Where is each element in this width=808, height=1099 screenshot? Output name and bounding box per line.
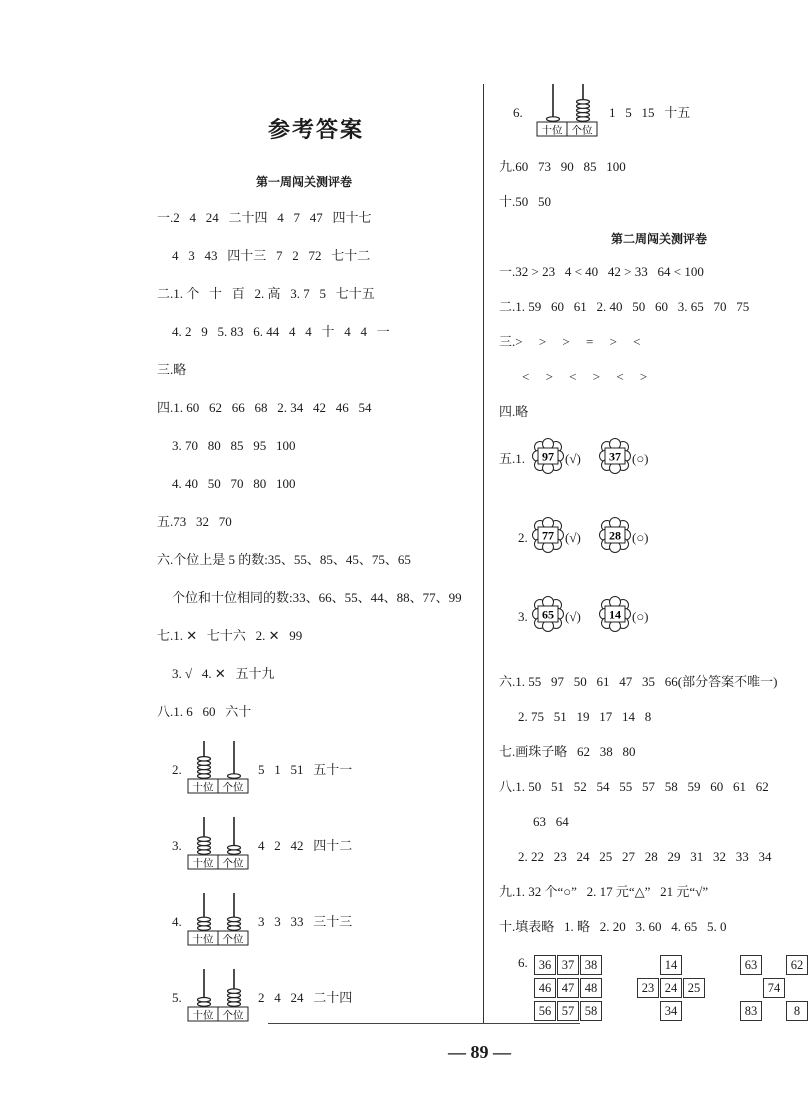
flower-number: 28 [609, 528, 621, 543]
abacus-bead [228, 989, 241, 993]
flower-shape [532, 597, 564, 636]
answer-line: 2. 75 51 19 17 14 8 [518, 709, 652, 724]
abacus-diagram [187, 891, 253, 947]
flower-svg [599, 597, 631, 631]
tens-label: 十位 [192, 1009, 214, 1022]
grid-cell: 62 [786, 955, 808, 975]
flower-shape [599, 597, 631, 636]
footer-rule [268, 1023, 580, 1024]
abacus-item-number: 3. [172, 838, 182, 853]
answer-line: 十.50 50 [499, 194, 552, 209]
flower-row-prefix: 2. [518, 530, 528, 545]
grid-cell: 57 [557, 1001, 579, 1021]
answer-line: 4. 2 9 5. 83 6. 44 4 4 十 4 4 一 [172, 324, 390, 339]
ones-label: 个位 [222, 857, 244, 870]
grid-cell: 38 [580, 955, 602, 975]
grid-cell: 25 [683, 978, 705, 998]
answer-line: 一.2 4 24 二十四 4 7 47 四十七 [157, 210, 372, 225]
flower-shape [532, 518, 564, 557]
answer-line: < > < > < > [522, 369, 648, 384]
answer-line: 4 3 43 四十三 7 2 72 七十二 [172, 248, 371, 263]
flower-shape [532, 439, 564, 478]
answer-line: 六.1. 55 97 50 61 47 35 66(部分答案不唯一) [499, 674, 778, 689]
abacus-item-number: 2. [172, 762, 182, 777]
flower-row-prefix: 五.1. [499, 451, 526, 466]
grid-cell: 46 [534, 978, 556, 998]
abacus-svg [187, 739, 253, 795]
grid-cell: 48 [580, 978, 602, 998]
abacus-bead [547, 117, 560, 121]
flower-mark: (√) [565, 451, 581, 466]
abacus-svg [187, 891, 253, 947]
abacus-bead [228, 917, 241, 921]
grid-cell: 83 [740, 1001, 762, 1021]
grid-cell: 37 [557, 955, 579, 975]
abacus-item-number: 6. [513, 105, 523, 120]
flower-svg [532, 439, 564, 473]
week2-heading: 第二周闯关测评卷 [611, 232, 708, 246]
abacus-diagram [187, 815, 253, 871]
abacus-item-number: 5. [172, 990, 182, 1005]
answer-line: 五.73 32 70 [157, 514, 232, 529]
flower-number: 77 [542, 528, 554, 543]
ones-label: 个位 [571, 124, 593, 137]
flower-shape [599, 518, 631, 557]
grid-cell: 23 [637, 978, 659, 998]
answer-line: 3. √ 4. ✕ 五十九 [172, 666, 275, 681]
abacus-answer: 3 3 33 三十三 [258, 914, 353, 929]
answer-line: 3. 70 80 85 95 100 [172, 438, 296, 453]
column-divider [483, 84, 484, 1024]
tens-label: 十位 [192, 781, 214, 794]
grid-cell: 36 [534, 955, 556, 975]
abacus-answer: 4 2 42 四十二 [258, 838, 353, 853]
abacus-answer: 5 1 51 五十一 [258, 762, 353, 777]
abacus-bead [198, 917, 211, 921]
abacus-diagram [536, 82, 602, 138]
grid-cell: 58 [580, 1001, 602, 1021]
tens-label: 十位 [192, 933, 214, 946]
answer-line: 九.60 73 90 85 100 [499, 159, 626, 174]
abacus-svg [187, 815, 253, 871]
flower-mark: (√) [565, 609, 581, 624]
flower-number: 97 [542, 449, 554, 464]
answer-line: 六.个位上是 5 的数:35、55、85、45、75、65 [157, 552, 411, 567]
flower-mark: (○) [632, 451, 649, 466]
answer-line: 二.1. 59 60 61 2. 40 50 60 3. 65 70 75 [499, 299, 750, 314]
answer-line: 二.1. 个 十 百 2. 高 3. 7 5 七十五 [157, 286, 375, 301]
flower-number: 14 [609, 607, 621, 622]
abacus-svg [536, 82, 602, 138]
grid-item-number: 6. [518, 955, 528, 970]
answer-line: 九.1. 32 个“○” 2. 17 元“△” 21 元“√” [499, 884, 709, 899]
abacus-bead [198, 998, 211, 1002]
abacus-bead [228, 774, 241, 778]
flower-mark: (√) [565, 530, 581, 545]
ones-label: 个位 [222, 1009, 244, 1022]
page-title: 参考答案 [268, 117, 365, 142]
grid-cell: 56 [534, 1001, 556, 1021]
answer-line: 八.1. 6 60 六十 [157, 704, 252, 719]
abacus-diagram [187, 739, 253, 795]
flower-svg [599, 439, 631, 473]
answer-line: 四.1. 60 62 66 68 2. 34 42 46 54 [157, 400, 372, 415]
grid-cell: 47 [557, 978, 579, 998]
flower-svg [599, 518, 631, 552]
answer-line: 四.略 [499, 404, 529, 419]
flower-number: 37 [609, 449, 621, 464]
abacus-item-number: 4. [172, 914, 182, 929]
answer-line: 三.> > > = > < [499, 334, 641, 349]
abacus-bead [198, 837, 211, 841]
answer-line: 七.1. ✕ 七十六 2. ✕ 99 [157, 628, 303, 643]
abacus-svg [187, 967, 253, 1023]
tens-label: 十位 [192, 857, 214, 870]
flower-number: 65 [542, 607, 554, 622]
grid-cell: 34 [660, 1001, 682, 1021]
grid-cell: 74 [763, 978, 785, 998]
flower-mark: (○) [632, 609, 649, 624]
grid-cell: 24 [660, 978, 682, 998]
flower-row-prefix: 3. [518, 609, 528, 624]
abacus-answer: 1 5 15 十五 [609, 105, 691, 120]
ones-label: 个位 [222, 781, 244, 794]
answer-line: 4. 40 50 70 80 100 [172, 476, 296, 491]
flower-svg [532, 518, 564, 552]
page-number: — 89 — [448, 1042, 511, 1062]
abacus-bead [228, 846, 241, 850]
answer-line: 十.填表略 1. 略 2. 20 3. 60 4. 65 5. 0 [499, 919, 727, 934]
flower-svg [532, 597, 564, 631]
answer-line: 2. 22 23 24 25 27 28 29 31 32 33 34 [518, 849, 772, 864]
abacus-diagram [187, 967, 253, 1023]
answer-line: 七.画珠子略 62 38 80 [499, 744, 636, 759]
flower-shape [599, 439, 631, 478]
abacus-bead [198, 757, 211, 761]
answer-line: 三.略 [157, 362, 187, 377]
abacus-answer: 2 4 24 二十四 [258, 990, 353, 1005]
ones-label: 个位 [222, 933, 244, 946]
answer-line: 八.1. 50 51 52 54 55 57 58 59 60 61 62 [499, 779, 769, 794]
answer-line: 个位和十位相同的数:33、66、55、44、88、77、99 [172, 590, 462, 605]
answer-line: 63 64 [533, 814, 569, 829]
answer-line: 一.32 > 23 4 < 40 42 > 33 64 < 100 [499, 264, 704, 279]
grid-cell: 63 [740, 955, 762, 975]
grid-cell: 14 [660, 955, 682, 975]
abacus-bead [577, 100, 590, 104]
week1-heading: 第一周闯关测评卷 [256, 175, 353, 189]
flower-mark: (○) [632, 530, 649, 545]
tens-label: 十位 [541, 124, 563, 137]
grid-cell: 8 [786, 1001, 808, 1021]
